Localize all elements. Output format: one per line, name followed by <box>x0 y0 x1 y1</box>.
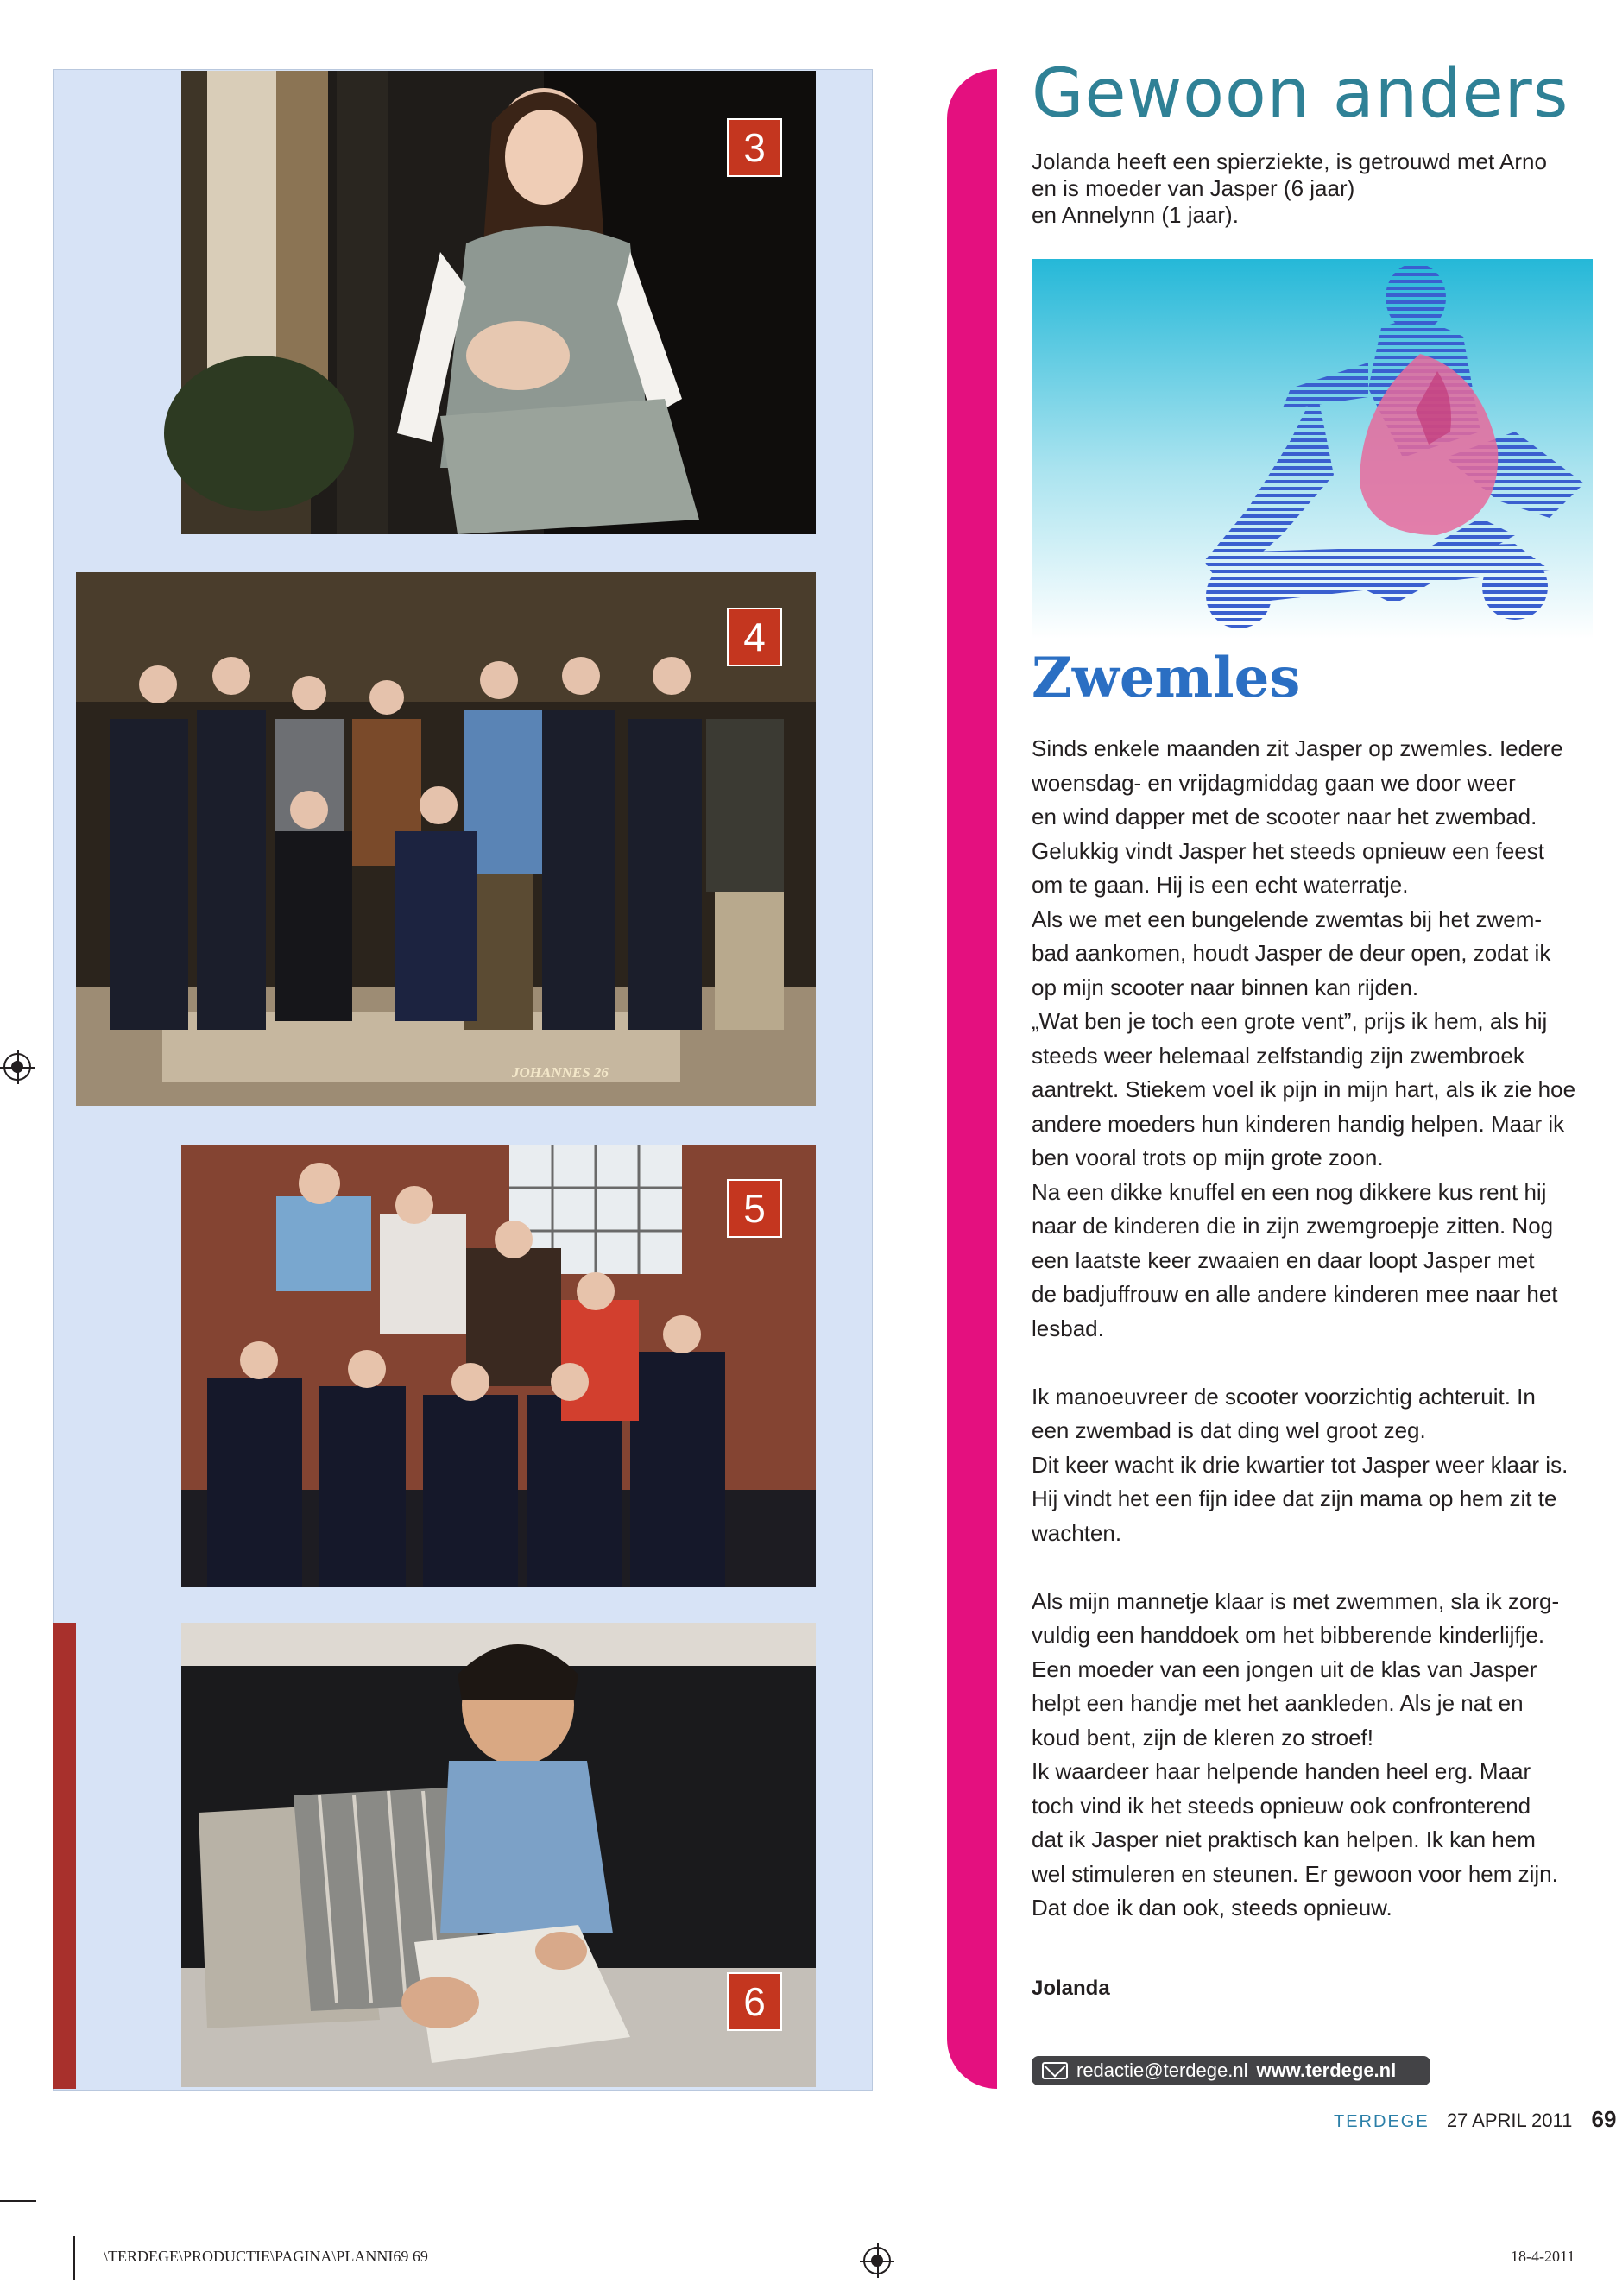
page-number: 69 <box>1591 2106 1616 2132</box>
feature-intro <box>1032 148 1601 229</box>
article-title: Zwemles <box>1032 646 1301 710</box>
article-author: Jolanda <box>1032 1977 1110 2000</box>
photo-boy-on-sofa <box>181 1623 816 2087</box>
article-line: Ik waardeer haar helpende handen heel erg. Maar <box>1032 1758 1531 1784</box>
article-line: op mijn scooter naar binnen kan rijden. <box>1032 974 1419 1000</box>
article-line: lesbad. <box>1032 1315 1104 1341</box>
photo-group-of-men <box>76 572 816 1106</box>
magenta-side-bar <box>947 69 997 2089</box>
article-line: een zwembad is dat ding wel groot zeg. <box>1032 1417 1426 1443</box>
article-line: Na een dikke knuffel en een nog dikkere kus rent hij <box>1032 1178 1547 1205</box>
scooter-illustration-icon <box>1032 259 1593 639</box>
article-line: en wind dapper met de scooter naar het zwembad. <box>1032 804 1537 829</box>
article-line: Dat doe ik dan ook, steeds opnieuw. <box>1032 1895 1392 1921</box>
article-line: een laatste keer zwaaien en daar loopt Jasper met <box>1032 1246 1535 1273</box>
article-line: helpt een handje met het aankleden. Als je nat en <box>1032 1690 1524 1716</box>
photo-number-badge: 3 <box>727 118 782 177</box>
paragraph-gap <box>1032 1346 1601 1380</box>
footer-brand: TERDEGE <box>1334 2112 1430 2131</box>
photo-6-image <box>181 1623 816 2087</box>
print-slug-path: \TERDEGE\PRODUCTIE\PAGINA\PLANNI69 69 <box>104 2248 428 2265</box>
contact-bar <box>1032 2056 1430 2085</box>
article-line: aantrekt. Stiekem voel ik pijn in mijn hart, als ik zie hoe <box>1032 1076 1576 1102</box>
article-line: andere moeders hun kinderen handig helpen. Maar ik <box>1032 1110 1565 1137</box>
feature-title: Gewoon anders <box>1032 55 1569 133</box>
print-slug-date: 18-4-2011 <box>1511 2248 1575 2265</box>
photo-number-badge: 4 <box>727 608 782 666</box>
page-footer <box>1334 2106 1616 2133</box>
article-line: Als we met een bungelende zwemtas bij het zwem- <box>1032 905 1543 932</box>
scooter-illustration <box>1032 259 1593 639</box>
registration-mark-icon <box>863 2247 891 2274</box>
article-line: de badjuffrouw en alle andere kinderen mee naar het <box>1032 1281 1558 1307</box>
article-line: bad aankomen, houdt Jasper de deur open, zodat ik <box>1032 940 1551 966</box>
registration-mark-icon <box>3 1053 31 1081</box>
article-line: koud bent, zijn de kleren zo stroef! <box>1032 1724 1374 1750</box>
crop-mark <box>73 2236 75 2280</box>
article-line: woensdag- en vrijdagmiddag gaan we door weer <box>1032 769 1516 796</box>
contact-email[interactable]: redactie@terdege.nl <box>1076 2059 1248 2081</box>
article-line: „Wat ben je toch een grote vent”, prijs ik hem, als hij <box>1032 1008 1548 1034</box>
article-body <box>1032 732 1601 1926</box>
photo-3-image <box>181 71 816 534</box>
article-line: wel stimuleren en steunen. Er gewoon voor hem zijn. <box>1032 1860 1558 1887</box>
photo-5-image <box>181 1145 816 1587</box>
article-line: naar de kinderen die in zijn zwemgroepje zitten. Nog <box>1032 1213 1554 1239</box>
intro-line: en Annelynn (1 jaar). <box>1032 202 1239 228</box>
contact-website[interactable]: www.terdege.nl <box>1256 2059 1397 2081</box>
article-line: om te gaan. Hij is een echt waterratje. <box>1032 872 1409 898</box>
article-line: Gelukkig vindt Jasper het steeds opnieuw een feest <box>1032 837 1545 864</box>
photo-4-image <box>76 572 816 1106</box>
article-line: Een moeder van een jongen uit de klas van Jasper <box>1032 1656 1537 1682</box>
article-line: ben vooral trots op mijn grote zoon. <box>1032 1145 1384 1170</box>
photo-group-of-women <box>181 1145 816 1587</box>
article-line: Als mijn mannetje klaar is met zwemmen, sla ik zorg- <box>1032 1587 1560 1614</box>
article-line: dat ik Jasper niet praktisch kan helpen. Ik kan hem <box>1032 1826 1536 1852</box>
photo-number-badge: 5 <box>727 1179 782 1238</box>
article-line: vuldig een handdoek om het bibberende kinderlijfje. <box>1032 1622 1545 1648</box>
article-line: Hij vindt het een fijn idee dat zijn mama op hem zit te <box>1032 1485 1557 1511</box>
photo-caption-johannes: JOHANNES 26 <box>512 1064 609 1081</box>
article-line: toch vind ik het steeds opnieuw ook confronterend <box>1032 1792 1531 1819</box>
intro-line: Jolanda heeft een spierziekte, is getrouwd met Arno <box>1032 148 1547 174</box>
article-line: wachten. <box>1032 1519 1122 1546</box>
paragraph-gap <box>1032 1550 1601 1585</box>
photo-number-badge: 6 <box>727 1972 782 2031</box>
article-line: Ik manoeuvreer de scooter voorzichtig achteruit. In <box>1032 1383 1536 1410</box>
decorative-red-strip <box>53 1623 76 2089</box>
footer-date: 27 APRIL 2011 <box>1446 2110 1573 2131</box>
article-line: steeds weer helemaal zelfstandig zijn zwembroek <box>1032 1042 1524 1069</box>
envelope-icon <box>1042 2062 1068 2079</box>
crop-mark <box>0 2200 36 2202</box>
intro-line: en is moeder van Jasper (6 jaar) <box>1032 175 1355 201</box>
article-line: Sinds enkele maanden zit Jasper op zwemles. Iedere <box>1032 735 1563 761</box>
photo-girl-sitting <box>181 71 816 534</box>
article-line: Dit keer wacht ik drie kwartier tot Jasper weer klaar is. <box>1032 1451 1569 1478</box>
